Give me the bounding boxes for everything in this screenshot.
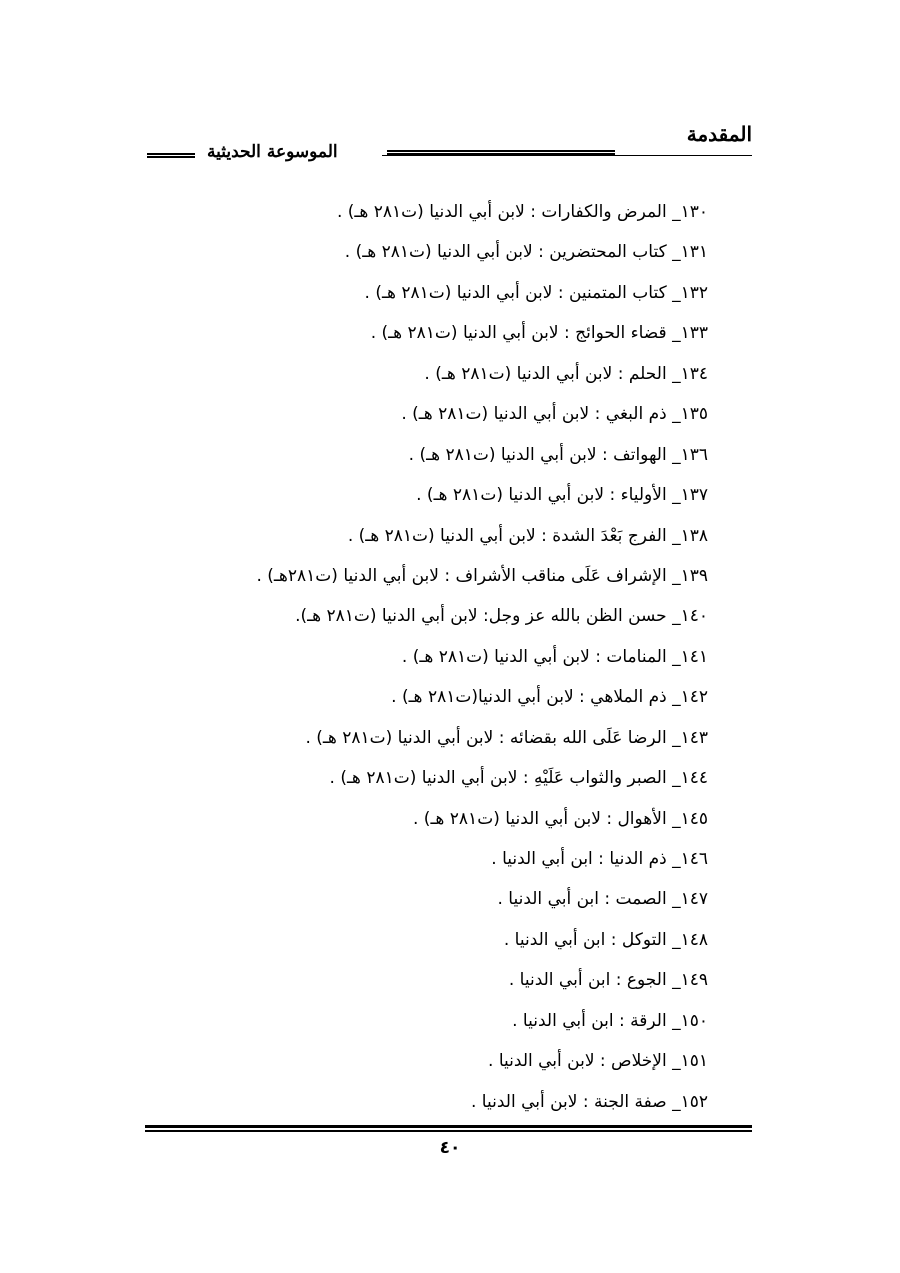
list-item: ١٤٦_ ذم الدنيا : ابن أبي الدنيا .	[491, 849, 708, 869]
list-item: ١٣٦_ الهواتف : لابن أبي الدنيا (ت٢٨١ هـ) .	[408, 444, 708, 465]
list-item: ١٣٤_ الحلم : لابن أبي الدنيا (ت٢٨١ هـ) .	[424, 363, 708, 384]
header-short-rule	[147, 153, 195, 158]
book-title: الموسوعة الحديثية	[207, 142, 338, 162]
list-item: ١٤٢_ ذم الملاهي : لابن أبي الدنيا(ت٢٨١ هـ) .	[391, 687, 708, 708]
header-underline	[382, 155, 752, 156]
list-item: ١٤٧_ الصمت : ابن أبي الدنيا .	[497, 889, 708, 910]
list-item: ١٣٠_ المرض والكفارات : لابن أبي الدنيا (ت٢٨١ هـ) .	[336, 202, 708, 222]
list-item: ١٥٢_ صفة الجنة : لابن أبي الدنيا .	[471, 1091, 708, 1112]
footer-double-rule	[145, 1125, 752, 1132]
list-item: ١٣٣_ قضاء الحوائج : لابن أبي الدنيا (ت٢٨١ هـ) .	[370, 323, 708, 344]
list-item: ١٥١_ الإخلاص : لابن أبي الدنيا .	[488, 1051, 708, 1072]
list-item: ١٣٢_ كتاب المتمنين : لابن أبي الدنيا (ت٢٨١ هـ) .	[364, 282, 708, 303]
list-item: ١٥٠_ الرقة : ابن أبي الدنيا .	[512, 1010, 708, 1031]
list-item: ١٣١_ كتاب المحتضرين : لابن أبي الدنيا (ت٢٨١ هـ) .	[344, 242, 708, 263]
list-item: ١٤٤_ الصبر والثواب عَلَيْهِ : لابن أبي الدنيا (ت٢٨١ هـ) .	[329, 768, 708, 789]
list-item: ١٣٥_ ذم البغي : لابن أبي الدنيا (ت٢٨١ هـ) .	[401, 404, 708, 425]
list-item: ١٣٨_ الفرج بَعْدَ الشدة : لابن أبي الدنيا (ت٢٨١ هـ) .	[347, 525, 708, 546]
bibliography-list	[88, 192, 708, 1122]
list-item: ١٣٩_ الإشراف عَلَى مناقب الأشراف : لابن أبي الدنيا (ت٢٨١هـ) .	[256, 565, 708, 586]
list-item: ١٤٥_ الأهوال : لابن أبي الدنيا (ت٢٨١ هـ) .	[413, 808, 708, 829]
list-item: ١٤٩_ الجوع : ابن أبي الدنيا .	[508, 970, 708, 991]
list-item: ١٤٠_ حسن الظن بالله عز وجل: لابن أبي الدنيا (ت٢٨١ هـ).	[295, 606, 708, 627]
list-item: ١٤٣_ الرضا عَلَى الله بقضائه : لابن أبي الدنيا (ت٢٨١ هـ) .	[305, 727, 708, 748]
list-item: ١٣٧_ الأولياء : لابن أبي الدنيا (ت٢٨١ هـ) .	[416, 485, 708, 506]
list-item: ١٤١_ المنامات : لابن أبي الدنيا (ت٢٨١ هـ) .	[401, 646, 708, 667]
header-double-rule	[387, 150, 615, 155]
page-number: ٤٠	[439, 1138, 461, 1158]
section-title: المقدمة	[686, 122, 752, 146]
list-item: ١٤٨_ التوكل : ابن أبي الدنيا .	[503, 929, 708, 950]
page-header	[145, 122, 752, 172]
